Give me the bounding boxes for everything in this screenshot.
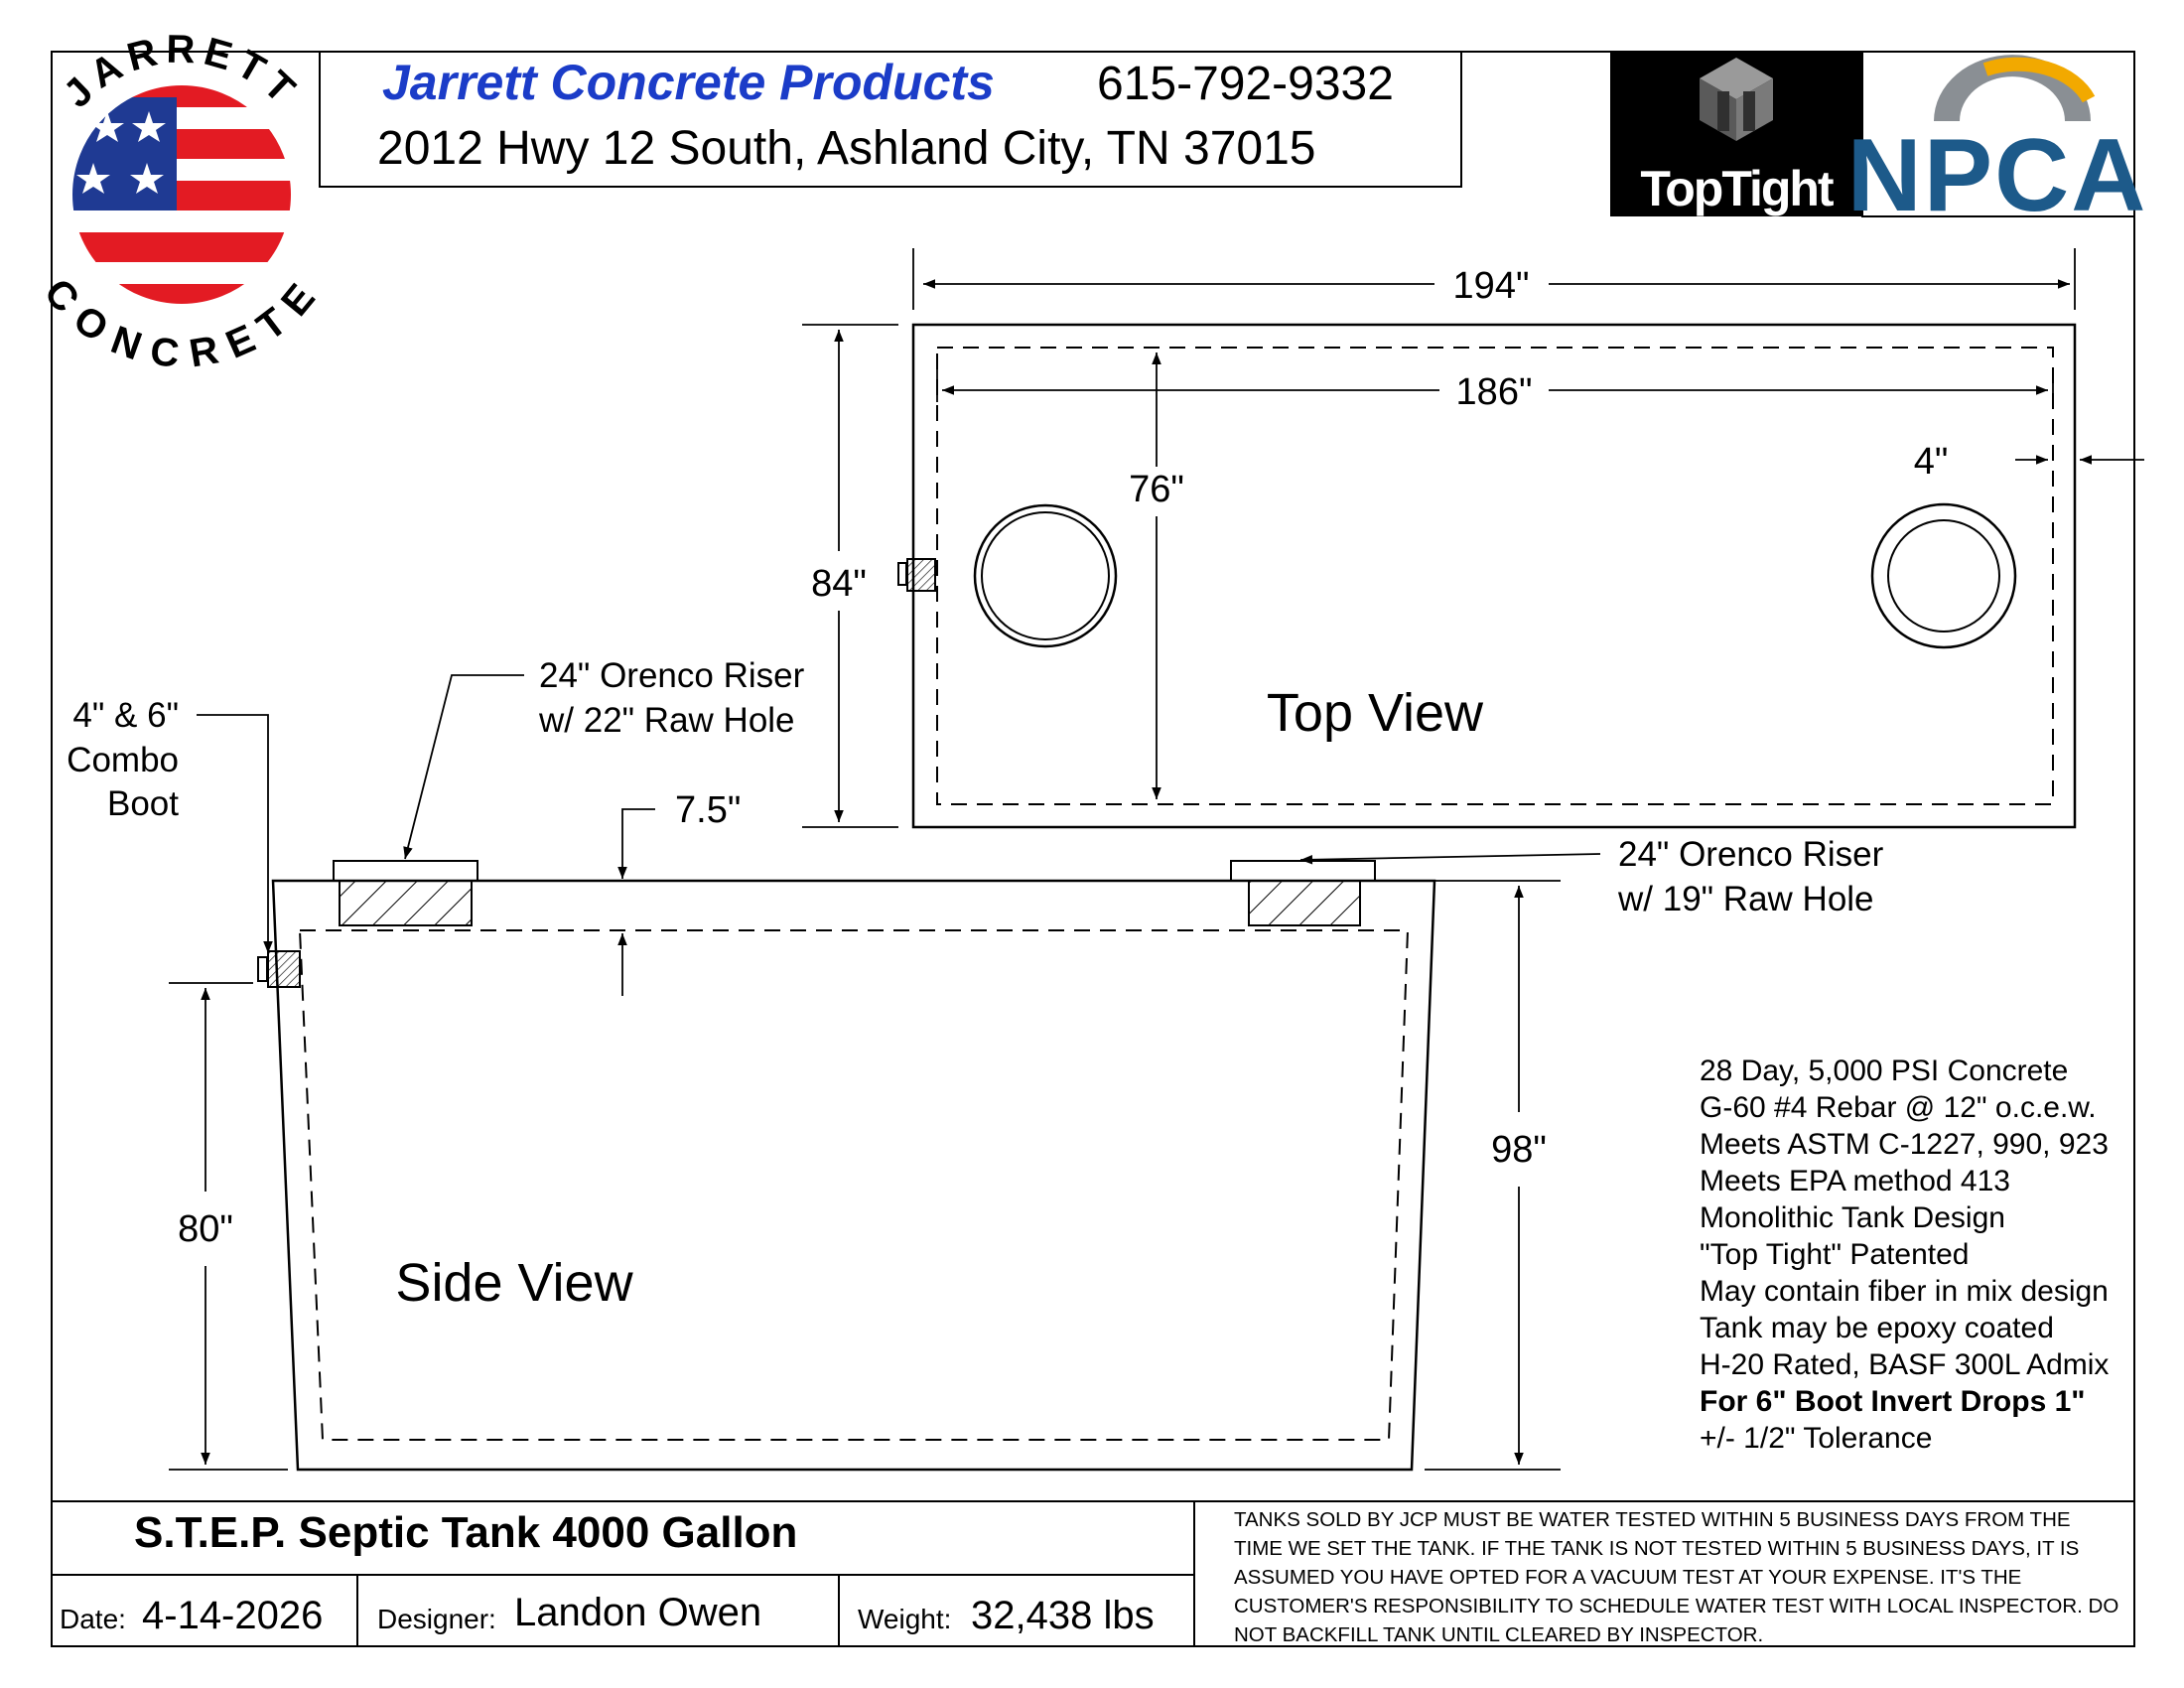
company-address: 2012 Hwy 12 South, Ashland City, TN 37015 <box>377 122 1316 175</box>
dim-outer-width: 84" <box>811 563 867 605</box>
riser-right-label-1: 24" Orenco Riser <box>1618 835 1884 874</box>
notice-line: ASSUMED YOU HAVE OPTED FOR A VACUUM TEST AT YOUR EXPENSE. IT'S THE <box>1234 1566 2022 1589</box>
toptight-logo <box>1610 52 1862 216</box>
logo-text-top: JARRETT <box>55 27 309 116</box>
logo-text-bottom: CONCRETE <box>35 270 329 377</box>
riser-right-body <box>1249 881 1360 925</box>
toptight-wordmark: TopTight <box>1640 161 1833 216</box>
npca-logo <box>1847 52 2148 233</box>
boot-top-view <box>898 563 906 585</box>
riser-opening-right <box>1872 504 2015 647</box>
dim-invert: 80" <box>178 1208 233 1250</box>
boot-side-view <box>258 957 267 981</box>
notice-line: TANKS SOLD BY JCP MUST BE WATER TESTED WITHIN 5 BUSINESS DAYS FROM THE <box>1234 1508 2071 1531</box>
boot-label-3: Boot <box>107 784 179 823</box>
spec-line: +/- 1/2" Tolerance <box>1700 1422 1933 1455</box>
side-view-dimensions <box>169 675 1600 1470</box>
weight-value: 32,438 lbs <box>971 1594 1155 1637</box>
riser-opening-right-inner <box>1888 520 1999 632</box>
side-view-inner <box>300 930 1408 1440</box>
designer-value: Landon Owen <box>514 1591 762 1634</box>
side-view-outer <box>273 881 1434 1470</box>
npca-wordmark: NPCA <box>1846 118 2148 233</box>
spec-line: Tank may be epoxy coated <box>1700 1312 2054 1344</box>
boot-label-2: Combo <box>67 741 179 779</box>
riser-left-flange <box>334 861 478 881</box>
notice-line: NOT BACKFILL TANK UNTIL CLEARED BY INSPECTOR. <box>1234 1623 1764 1646</box>
date-value: 4-14-2026 <box>142 1594 324 1637</box>
company-name: Jarrett Concrete Products <box>382 55 995 110</box>
top-view-inner <box>937 348 2053 804</box>
notice-line: TIME WE SET THE TANK. IF THE TANK IS NOT TESTED WITHIN 5 BUSINESS DAYS, IT IS <box>1234 1537 2080 1560</box>
spec-line: "Top Tight" Patented <box>1700 1238 1970 1271</box>
dim-inner-width: 76" <box>1129 469 1184 510</box>
riser-left-label-1: 24" Orenco Riser <box>539 656 805 695</box>
riser-right-flange <box>1231 861 1375 881</box>
dim-outer-length: 194" <box>1452 265 1530 307</box>
riser-left-label-2: w/ 22" Raw Hole <box>539 701 795 740</box>
side-view-title: Side View <box>395 1253 633 1313</box>
side-view <box>258 861 1434 1470</box>
designer-label: Designer: <box>377 1604 496 1634</box>
notice-line: CUSTOMER'S RESPONSIBILITY TO SCHEDULE WATER TEST WITH LOCAL INSPECTOR. DO <box>1234 1595 2119 1618</box>
dim-height: 98" <box>1491 1129 1547 1171</box>
spec-line: Monolithic Tank Design <box>1700 1201 2005 1234</box>
spec-line: 28 Day, 5,000 PSI Concrete <box>1700 1055 2069 1087</box>
spec-line: Meets ASTM C-1227, 990, 923 <box>1700 1128 2109 1161</box>
date-label: Date: <box>60 1604 126 1634</box>
notice-text <box>1234 1508 2118 1646</box>
dim-wall: 4" <box>1913 441 1949 483</box>
spec-line: May contain fiber in mix design <box>1700 1275 2109 1308</box>
flag-icon <box>60 83 308 314</box>
spec-line: H-20 Rated, BASF 300L Admix <box>1700 1348 2110 1381</box>
spec-line-bold: For 6" Boot Invert Drops 1" <box>1700 1385 2086 1418</box>
spec-line: G-60 #4 Rebar @ 12" o.c.e.w. <box>1700 1091 2097 1124</box>
riser-left-body <box>340 881 472 925</box>
jarrett-logo <box>36 28 329 376</box>
weight-label: Weight: <box>858 1604 952 1634</box>
product-title: S.T.E.P. Septic Tank 4000 Gallon <box>134 1508 798 1557</box>
riser-right-label-2: w/ 19" Raw Hole <box>1618 880 1874 918</box>
dim-lid: 7.5" <box>675 789 742 831</box>
company-phone: 615-792-9332 <box>1097 58 1394 110</box>
dim-inner-length: 186" <box>1455 371 1533 413</box>
spec-list <box>1700 1055 2109 1455</box>
riser-opening-left-inner <box>982 512 1109 639</box>
boot-label-1: 4" & 6" <box>72 696 179 735</box>
spec-line: Meets EPA method 413 <box>1700 1165 2010 1197</box>
top-view-title: Top View <box>1266 683 1484 743</box>
riser-opening-left <box>975 505 1116 646</box>
